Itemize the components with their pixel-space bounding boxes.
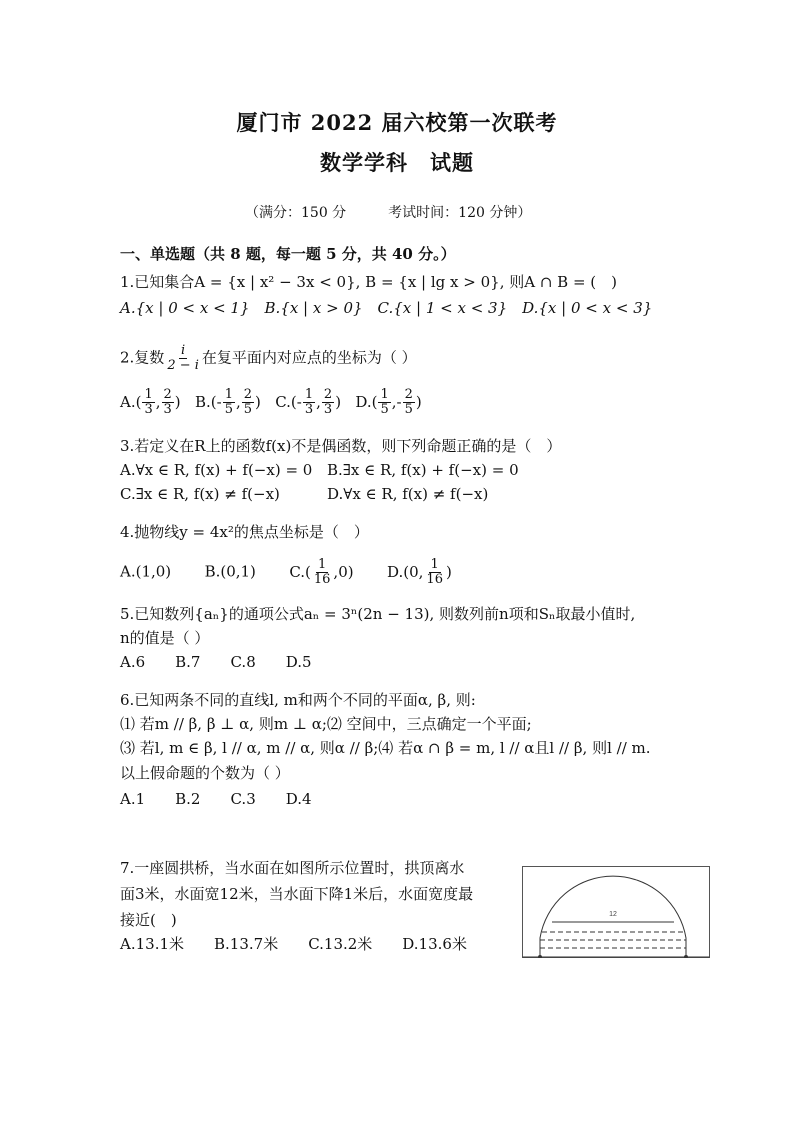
q2-opt-c-label: C.(-	[275, 392, 302, 411]
num: 1	[224, 387, 233, 402]
q2-opt-c-frac2	[322, 388, 334, 417]
question-5-options: A.6 B.7 C.8 D.5	[120, 653, 312, 671]
num: 2	[243, 387, 253, 402]
q2-fraction	[165, 344, 201, 373]
q2-opt-a-frac1	[142, 388, 154, 417]
num: 1	[304, 387, 314, 402]
width-label: 12	[609, 911, 617, 918]
q3-option-d: D.∀x ∈ R, f(x) ≠ f(−x)	[327, 485, 489, 503]
den: 3	[304, 402, 314, 417]
question-6-options: A.1 B.2 C.3 D.4	[120, 790, 312, 808]
num: 2	[323, 387, 333, 402]
question-1-options: A.{x | 0 < x < 1} B.{x | x > 0} C.{x | 1 < x < 3} D.{x | 0 < x < 3}	[120, 299, 653, 317]
q3-option-b: B.∃x ∈ R, f(x) + f(−x) = 0	[327, 461, 519, 479]
den: 5	[380, 402, 389, 417]
q4-option-a: A.(1,0)	[120, 562, 172, 581]
arch-base-left	[538, 955, 542, 958]
den: 16	[426, 572, 443, 587]
den: 16	[313, 572, 331, 587]
q4-opt-c-pre: C.(	[289, 562, 311, 581]
q4-opt-c-frac	[312, 558, 333, 587]
question-4-stem: 4.抛物线y = 4x²的焦点坐标是（ ）	[120, 523, 369, 541]
q3-option-a: A.∀x ∈ R, f(x) + f(−x) = 0	[120, 461, 313, 479]
question-7-line-2: 面3米，水面宽12米，当水面下降1米后，水面宽度最	[120, 885, 474, 903]
q2-opt-c-frac1	[303, 388, 315, 417]
q4-opt-d-frac	[424, 558, 445, 587]
q4-option-b: B.(0,1)	[204, 562, 256, 581]
q4-opt-c-post: ,0)	[333, 562, 354, 581]
section-heading: 一、单选题（共 8 题，每一题 5 分，共 40 分。）	[120, 245, 456, 263]
question-3-stem: 3.若定义在R上的函数f(x)不是偶函数，则下列命题正确的是（ ）	[120, 437, 562, 455]
q4-opt-d-pre: D.(0,	[386, 562, 424, 581]
num: 1	[430, 557, 439, 572]
exam-subtitle: 数学学科 试题	[320, 150, 474, 175]
den: 3	[144, 402, 153, 417]
question-4-options	[120, 558, 452, 587]
q2-opt-b-frac2	[242, 388, 254, 417]
q2-frac-num: i	[181, 343, 186, 358]
q2-opt-a-label: A.(	[120, 392, 142, 411]
den: 5	[224, 402, 233, 417]
q2-opt-d-frac1	[378, 388, 390, 417]
q2-opt-d-frac2	[403, 388, 415, 417]
num: 1	[144, 387, 153, 402]
q2-option-b: B.(- $\frac{1}{5}$ , $\frac{2}{5}$ )	[194, 387, 261, 417]
num: 2	[163, 387, 172, 402]
num: 1	[318, 557, 327, 572]
q2-option-d: D.( $\frac{1}{5}$ ,- $\frac{2}{5}$ )	[355, 387, 422, 417]
question-6-line-3: 以上假命题的个数为（ ）	[120, 764, 290, 782]
exam-title: 厦门市 2022 届六校第一次联考	[236, 110, 558, 135]
q2-opt-d-label: D.(	[355, 392, 378, 411]
den: 5	[404, 402, 413, 417]
q2-option-a: A.( $\frac{1}{3}$ , $\frac{2}{3}$ )	[120, 387, 181, 417]
question-2-options	[120, 388, 422, 417]
den: 5	[243, 402, 253, 417]
question-2-stem	[120, 344, 417, 373]
den: 3	[323, 402, 333, 417]
arch-bridge-figure	[522, 866, 710, 958]
den: 3	[163, 402, 172, 417]
question-5-stem-2: n的值是（ ）	[120, 629, 210, 647]
q2-stem-post: 在复平面内对应点的坐标为（ ）	[201, 348, 417, 367]
q4-opt-d-post: )	[445, 562, 452, 581]
question-7-line-1: 7.一座圆拱桥，当水面在如图所示位置时，拱顶离水	[120, 859, 465, 877]
question-6-line-1: ⑴ 若m // β, β ⊥ α, 则m ⊥ α;⑵ 空间中，三点确定一个平面;	[120, 715, 532, 733]
question-6-line-2: ⑶ 若l, m ∈ β, l // α, m // α, 则α // β;⑷ 若α ∩ β = m, l // α且l // β, 则l // m.	[120, 739, 651, 757]
question-6-stem: 6.已知两条不同的直线l, m和两个不同的平面α, β, 则:	[120, 691, 476, 709]
question-5-stem: 5.已知数列{aₙ}的通项公式aₙ = 3ⁿ(2n − 13), 则数列前n项和Sₙ取最小值时,	[120, 605, 636, 623]
question-7-options: A.13.1米 B.13.7米 C.13.2米 D.13.6米	[120, 935, 467, 953]
question-7-line-3: 接近( )	[120, 911, 177, 929]
q2-opt-b-frac1	[223, 388, 235, 417]
q2-opt-a-frac2	[162, 388, 174, 417]
exam-info: （满分：150 分 考试时间：120 分钟）	[245, 205, 532, 221]
q3-option-c: C.∃x ∈ R, f(x) ≠ f(−x)	[120, 485, 280, 503]
q2-opt-b-label: B.(-	[194, 392, 222, 411]
question-1-stem: 1.已知集合A = {x | x² − 3x < 0}, B = {x | lg x > 0}, 则A ∩ B = ( )	[120, 273, 617, 291]
q2-stem-pre: 2.复数	[120, 348, 165, 367]
q4-option-d	[386, 557, 452, 587]
q4-option-c	[289, 557, 354, 587]
num: 2	[404, 387, 413, 402]
q2-option-c: C.(- $\frac{1}{3}$ , $\frac{2}{3}$ )	[275, 387, 342, 417]
q2-frac-den: 2 − i	[167, 358, 199, 373]
arch-base-right	[684, 955, 688, 958]
num: 1	[380, 387, 389, 402]
